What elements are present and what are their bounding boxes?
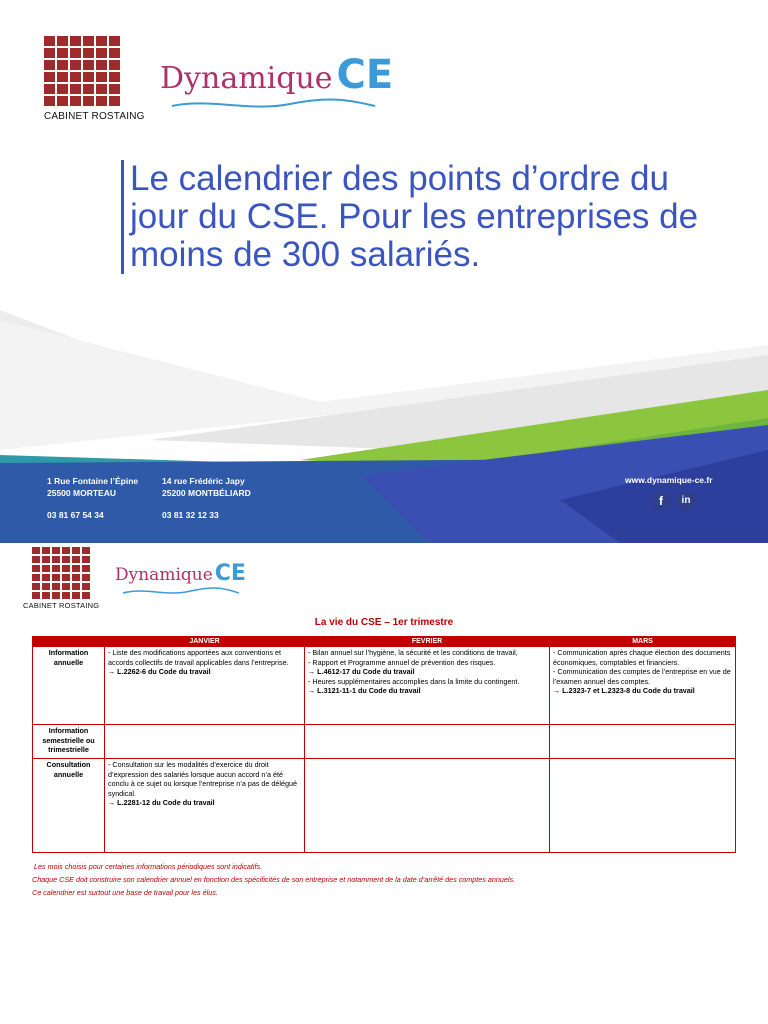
wave-underline-icon (170, 98, 380, 112)
code-reference: → L.4612-17 du Code du travail (308, 667, 415, 677)
month-header: FEVRIER (305, 637, 550, 647)
wave-underline-icon (121, 587, 241, 597)
address-city: 25200 MONTBÉLIARD (162, 488, 251, 498)
table-cell (105, 725, 305, 759)
address-morteau (47, 475, 138, 521)
table-cell (305, 725, 550, 759)
address-montbeliard (162, 475, 251, 521)
corner-cell (33, 637, 105, 647)
footnote: Les mois choisis pour certaines informations périodiques sont indicatifs. (34, 862, 263, 871)
cell-text: - Liste des modifications apportées aux conventions et accords collectifs de travail applicables dans l’entreprise. (108, 648, 289, 667)
code-reference: → L.2281-12 du Code du travail (108, 798, 215, 808)
address-city: 25500 MORTEAU (47, 488, 116, 498)
dynamique-ce-logo (115, 561, 246, 586)
footnote: Ce calendrier est surtout une base de travail pour les élus. (32, 888, 218, 897)
document-title: Le calendrier des points d’ordre du jour du CSE. Pour les entreprises de moins de 300 salariés. (130, 159, 699, 274)
dynamique-ce-logo (160, 52, 393, 98)
cabinet-rostaing-logo-mark (32, 547, 90, 599)
row-label: Information annuelle (33, 647, 105, 725)
month-header: JANVIER (105, 637, 305, 647)
table-cell (105, 647, 305, 725)
row-label: Consultation annuelle (33, 759, 105, 853)
facebook-icon[interactable]: f (651, 491, 671, 511)
code-reference: → L.3121-11-1 du Code du travail (308, 686, 421, 696)
brand-name-part1: Dynamique (160, 61, 333, 96)
table-row (33, 759, 736, 853)
phone-number: 03 81 67 54 34 (47, 510, 104, 520)
table-cell (105, 759, 305, 853)
title-block (121, 160, 710, 274)
calendar-page (0, 543, 768, 1024)
cell-text: - Bilan annuel sur l’hygiène, la sécurité et les conditions de travail, - Rapport et Programme annuel de prévention des risques. (308, 648, 518, 667)
table-cell (550, 759, 736, 853)
brand-name-part2: CE (336, 52, 394, 98)
row-label: Information semestrielle ou trimestrielle (33, 725, 105, 759)
table-cell (550, 647, 736, 725)
table-row (33, 647, 736, 725)
table-cell (305, 647, 550, 725)
cell-text: - Heures supplémentaires accomplies dans la limite du contingent. (308, 676, 520, 686)
table-row (33, 725, 736, 759)
address-line: 1 Rue Fontaine l’Épine (47, 476, 139, 486)
linkedin-icon[interactable]: in (676, 491, 696, 511)
cabinet-rostaing-label: CABINET ROSTAING (44, 111, 145, 122)
section-title: La vie du CSE – 1er trimestre (314, 617, 454, 628)
address-line: 14 rue Frédéric Japy (162, 476, 245, 486)
cabinet-rostaing-label: CABINET ROSTAING (23, 601, 100, 610)
cell-text: - Communication après chaque élection des documents économiques, comptables et financiers. - Communication des comptes de l’entreprise en vue de l’examen annuel des comptes. (553, 648, 731, 686)
cabinet-rostaing-logo-mark (44, 36, 120, 106)
code-reference: → L.2262-6 du Code du travail (108, 667, 211, 677)
phone-number: 03 81 32 12 33 (162, 510, 219, 520)
brand-name-part2: CE (214, 561, 246, 586)
month-header: MARS (550, 637, 736, 647)
brand-name-part1: Dynamique (115, 565, 213, 585)
code-reference: → L.2323-7 et L.2323-8 du Code du travail (553, 686, 695, 696)
table-cell (550, 725, 736, 759)
calendar-table (32, 636, 736, 853)
footnote: Chaque CSE doit construire son calendrier annuel en fonction des spécificités de son entreprise et notamment de la date d’arrêté des comptes annuels. (32, 875, 516, 884)
website-link[interactable]: www.dynamique-ce.fr (625, 475, 713, 485)
table-cell (305, 759, 550, 853)
table-header-row (33, 637, 736, 647)
cell-text: - Consultation sur les modalités d’exercice du droit d’expression des salariés lorsque aucun accord n’a été conclu à ce sujet ou lorsque l’entreprise n’a pas de délégué syndical. (108, 760, 297, 798)
